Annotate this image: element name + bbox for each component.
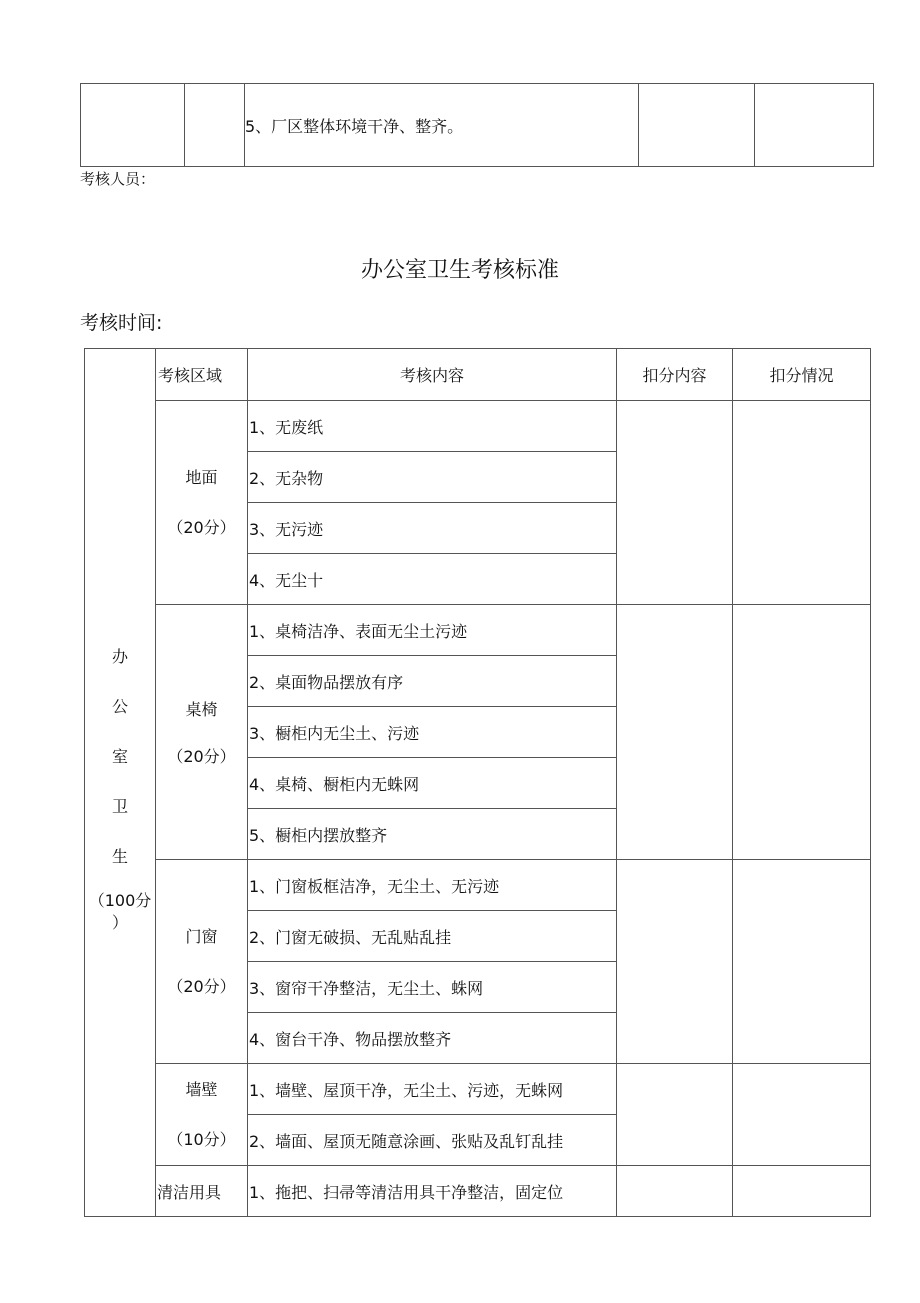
category-floor	[156, 401, 248, 605]
category-points: （20分）	[167, 747, 236, 766]
office-char: 公	[111, 696, 128, 716]
header-area: 考核区域	[156, 349, 248, 401]
table-cell	[755, 84, 874, 167]
table-header-row	[85, 349, 871, 401]
assessment-table	[84, 348, 871, 1217]
item-text: 1、墙壁、屋顶干净，无尘土、污迹，无蛛网	[248, 1064, 617, 1115]
item-text: 5、橱柜内摆放整齐	[248, 809, 617, 860]
item-text: 1、拖把、扫帚等清洁用具干净整洁，固定位	[248, 1166, 617, 1217]
header-deduct-content: 扣分内容	[617, 349, 733, 401]
item-text: 2、门窗无破损、无乱贴乱挂	[248, 911, 617, 962]
category-walls	[156, 1064, 248, 1166]
category-name: 清洁用具	[157, 1182, 222, 1202]
item-text: 1、桌椅洁净、表面无尘土污迹	[248, 605, 617, 656]
office-char: 室	[111, 746, 128, 766]
category-points: （10分）	[167, 1129, 236, 1149]
reviewer-label: 考核人员：	[80, 170, 156, 188]
category-name: 桌椅	[185, 700, 218, 719]
item-text: 2、桌面物品摆放有序	[248, 656, 617, 707]
assessment-time-label: 考核时间:	[80, 312, 163, 334]
table-row	[81, 84, 874, 167]
category-name: 门窗	[185, 926, 218, 946]
office-points: （100分	[88, 890, 152, 910]
table-row	[85, 1166, 871, 1217]
deduct-content-cell	[617, 1064, 733, 1166]
table-cell-content: 5、厂区整体环境干净、整齐。	[245, 84, 639, 167]
table-row	[85, 1064, 871, 1115]
office-points-close: ）	[111, 912, 128, 932]
office-char: 卫	[111, 796, 128, 816]
office-char: 生	[111, 846, 128, 866]
table-cell	[81, 84, 185, 167]
item-text: 3、橱柜内无尘土、污迹	[248, 707, 617, 758]
table-row	[85, 605, 871, 656]
category-name: 墙壁	[185, 1079, 218, 1099]
category-cleaning-tools	[156, 1166, 248, 1217]
page-title: 办公室卫生考核标准	[360, 258, 559, 283]
deduct-content-cell	[617, 605, 733, 860]
category-name: 地面	[185, 467, 218, 487]
deduct-status-cell	[733, 401, 871, 605]
item-text: 1、无废纸	[248, 401, 617, 452]
header-deduct-status: 扣分情况	[733, 349, 871, 401]
office-hygiene-cell	[85, 349, 156, 1217]
item-text: 1、门窗板框洁净，无尘土、无污迹	[248, 860, 617, 911]
deduct-status-cell	[733, 605, 871, 860]
category-points: （20分）	[167, 976, 236, 996]
item-text: 4、桌椅、橱柜内无蛛网	[248, 758, 617, 809]
table-cell	[639, 84, 755, 167]
item-text: 2、墙面、屋顶无随意涂画、张贴及乱钉乱挂	[248, 1115, 617, 1166]
table-row	[85, 401, 871, 452]
item-text: 4、无尘十	[248, 554, 617, 605]
deduct-status-cell	[733, 1166, 871, 1217]
item-text: 3、窗帘干净整洁，无尘土、蛛网	[248, 962, 617, 1013]
previous-table-fragment	[80, 83, 874, 167]
header-content: 考核内容	[248, 349, 617, 401]
table-row	[85, 860, 871, 911]
category-desks	[156, 605, 248, 860]
item-text: 2、无杂物	[248, 452, 617, 503]
category-doors-windows	[156, 860, 248, 1064]
deduct-status-cell	[733, 860, 871, 1064]
category-points: （20分）	[167, 517, 236, 537]
item-text: 4、窗台干净、物品摆放整齐	[248, 1013, 617, 1064]
table-cell	[185, 84, 245, 167]
deduct-content-cell	[617, 1166, 733, 1217]
office-char: 办	[111, 646, 128, 666]
item-text: 3、无污迹	[248, 503, 617, 554]
deduct-status-cell	[733, 1064, 871, 1166]
deduct-content-cell	[617, 860, 733, 1064]
deduct-content-cell	[617, 401, 733, 605]
